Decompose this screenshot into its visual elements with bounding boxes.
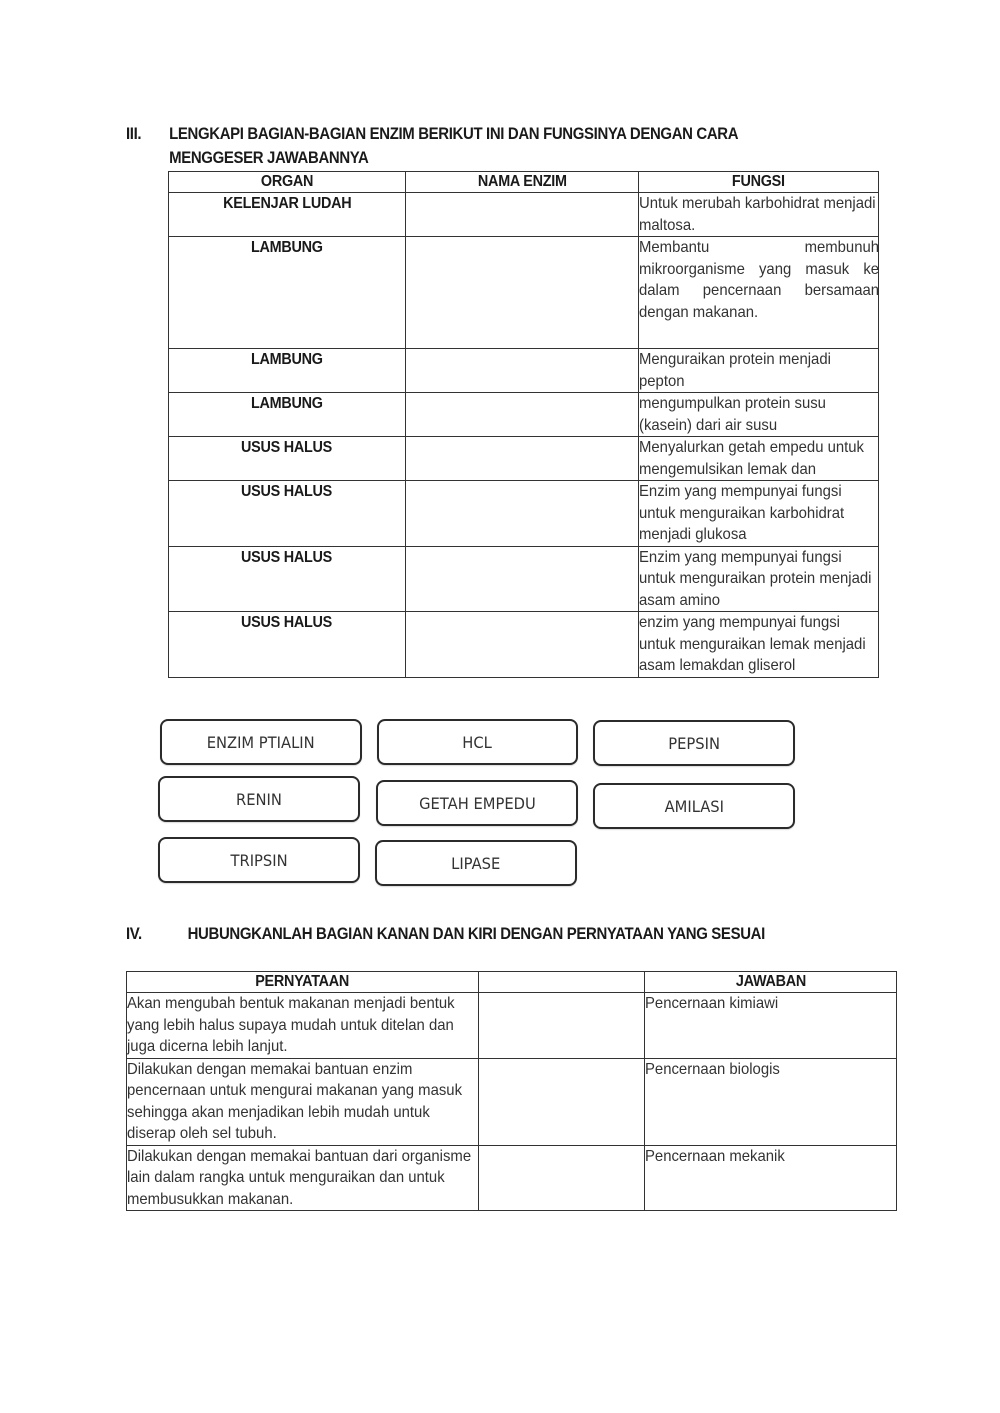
organ-cell: USUS HALUS bbox=[169, 612, 406, 678]
enzyme-drop-zone[interactable] bbox=[406, 481, 639, 547]
organ-cell: KELENJAR LUDAH bbox=[169, 193, 406, 237]
organ-cell: LAMBUNG bbox=[169, 237, 406, 349]
table-row bbox=[127, 993, 897, 1059]
header-function: FUNGSI bbox=[639, 172, 879, 193]
enzyme-table bbox=[168, 171, 879, 678]
organ-cell: LAMBUNG bbox=[169, 393, 406, 437]
function-cell: Menyalurkan getah empedu untuk mengemulsikan lemak dan bbox=[639, 437, 879, 481]
answer-cell[interactable]: Pencernaan kimiawi bbox=[645, 993, 897, 1059]
matching-table bbox=[126, 971, 897, 1211]
statement-cell: Dilakukan dengan memakai bantuan enzim pencernaan untuk mengurai makanan yang masuk sehingga akan menjadikan lebih mudah untuk diserap oleh sel tubuh. bbox=[127, 1058, 479, 1145]
answer-chip-hcl[interactable]: HCL bbox=[377, 719, 578, 765]
function-cell: Untuk merubah karbohidrat menjadi maltosa. bbox=[639, 193, 879, 237]
answer-chip-tripsin[interactable]: TRIPSIN bbox=[158, 837, 360, 883]
function-cell: Enzim yang mempunyai fungsi untuk menguraikan protein menjadi asam amino bbox=[639, 546, 879, 612]
table-row bbox=[127, 1145, 897, 1211]
enzyme-drop-zone[interactable] bbox=[406, 546, 639, 612]
organ-cell: LAMBUNG bbox=[169, 349, 406, 393]
enzyme-drop-zone[interactable] bbox=[406, 612, 639, 678]
answer-chip-renin[interactable]: RENIN bbox=[158, 776, 360, 822]
header-enzyme-name: NAMA ENZIM bbox=[406, 172, 639, 193]
statement-cell: Dilakukan dengan memakai bantuan dari organisme lain dalam rangka untuk menguraikan dan untuk membusukkan makanan. bbox=[127, 1145, 479, 1211]
table-row bbox=[169, 393, 879, 437]
table-row bbox=[169, 237, 879, 349]
header-organ: ORGAN bbox=[169, 172, 406, 193]
section-4-heading bbox=[126, 922, 865, 946]
organ-cell: USUS HALUS bbox=[169, 546, 406, 612]
table-row bbox=[169, 193, 879, 237]
function-cell: mengumpulkan protein susu (kasein) dari air susu bbox=[639, 393, 879, 437]
organ-cell: USUS HALUS bbox=[169, 437, 406, 481]
organ-cell: USUS HALUS bbox=[169, 481, 406, 547]
table-row bbox=[169, 612, 879, 678]
table-row bbox=[169, 546, 879, 612]
table-row bbox=[169, 481, 879, 547]
answer-chip-lipase[interactable]: LIPASE bbox=[375, 840, 577, 886]
section-4-number: IV. bbox=[126, 924, 142, 943]
answer-cell[interactable]: Pencernaan biologis bbox=[645, 1058, 897, 1145]
table-row bbox=[169, 437, 879, 481]
enzyme-drop-zone[interactable] bbox=[406, 437, 639, 481]
match-drop-zone[interactable] bbox=[479, 993, 645, 1059]
function-cell: Membantu membunuh mikroorganisme yang masuk ke dalam pencernaan bersamaan dengan makanan. bbox=[639, 237, 879, 349]
answer-chip-amilasi[interactable]: AMILASI bbox=[593, 783, 795, 829]
answer-cell[interactable]: Pencernaan mekanik bbox=[645, 1145, 897, 1211]
matching-table-header bbox=[127, 972, 897, 993]
answer-chip-getah-empedu[interactable]: GETAH EMPEDU bbox=[376, 780, 578, 826]
function-cell: Menguraikan protein menjadi pepton bbox=[639, 349, 879, 393]
table-row bbox=[169, 349, 879, 393]
answer-chip-enzim-ptialin[interactable]: ENZIM PTIALIN bbox=[160, 719, 362, 765]
header-blank bbox=[479, 972, 645, 993]
header-statement: PERNYATAAN bbox=[127, 972, 479, 993]
section-3-number: III. bbox=[126, 124, 142, 143]
enzyme-drop-zone[interactable] bbox=[406, 349, 639, 393]
enzyme-drop-zone[interactable] bbox=[406, 393, 639, 437]
function-cell: enzim yang mempunyai fungsi untuk menguraikan lemak menjadi asam lemakdan gliserol bbox=[639, 612, 879, 678]
function-cell: Enzim yang mempunyai fungsi untuk menguraikan karbohidrat menjadi glukosa bbox=[639, 481, 879, 547]
enzyme-drop-zone[interactable] bbox=[406, 193, 639, 237]
section-3-heading bbox=[126, 122, 830, 170]
match-drop-zone[interactable] bbox=[479, 1145, 645, 1211]
section-3-title-line1: LENGKAPI BAGIAN-BAGIAN ENZIM BERIKUT INI DAN FUNGSINYA DENGAN CARA bbox=[169, 124, 739, 143]
header-answer: JAWABAN bbox=[645, 972, 897, 993]
section-4-title: HUBUNGKANLAH BAGIAN KANAN DAN KIRI DENGAN PERNYATAAN YANG SESUAI bbox=[187, 924, 765, 943]
table-row bbox=[127, 1058, 897, 1145]
section-3-title-line2: MENGGESER JAWABANNYA bbox=[169, 148, 369, 167]
answer-chip-pepsin[interactable]: PEPSIN bbox=[593, 720, 795, 766]
statement-cell: Akan mengubah bentuk makanan menjadi bentuk yang lebih halus supaya mudah untuk ditelan dan juga dicerna lebih lanjut. bbox=[127, 993, 479, 1059]
enzyme-drop-zone[interactable] bbox=[406, 237, 639, 349]
match-drop-zone[interactable] bbox=[479, 1058, 645, 1145]
enzyme-table-header bbox=[169, 172, 879, 193]
